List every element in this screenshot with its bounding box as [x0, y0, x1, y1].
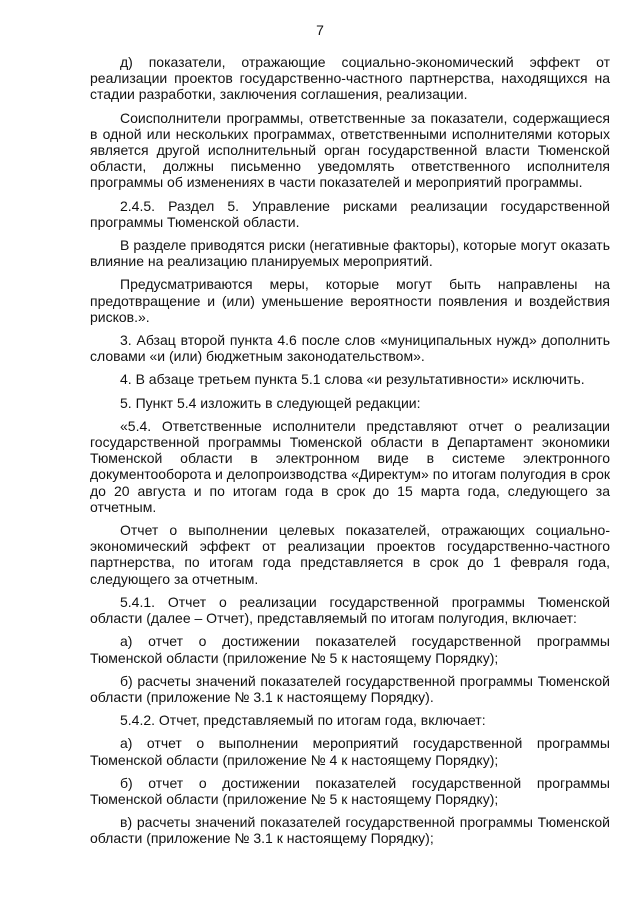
- paragraph: а) отчет о достижении показателей государственной программы Тюменской области (приложение № 5 к настоящему Порядку);: [90, 633, 610, 666]
- paragraph: б) отчет о достижении показателей государственной программы Тюменской области (приложение № 5 к настоящему Порядку);: [90, 774, 610, 807]
- paragraph: 5.4.1. Отчет о реализации государственной программы Тюменской области (далее – Отчет), представляемый по итогам полугодия, включает:: [90, 593, 610, 627]
- paragraph: Предусматриваются меры, которые могут быть направлены на предотвращение и (или) уменьшение вероятности появления и воздействия рисков.».: [90, 276, 610, 325]
- paragraph: «5.4. Ответственные исполнители представляют отчет о реализации государственной программы Тюменской области в Департамент экономики Тюменской области в электронном виде в системе электронного документооборота и делопроизводства «Директум» по итогам полугодия в срок до 20 августа и по итогам года в срок до 15 марта года, следующего за отчетным.: [90, 417, 610, 515]
- document-body: [90, 54, 610, 854]
- paragraph: д) показатели, отражающие социально-экономический эффект от реализации проектов государственно-частного партнерства, находящихся на стадии разработки, заключения соглашения, реализации.: [90, 54, 610, 103]
- paragraph: б) расчеты значений показателей государственной программы Тюменской области (приложение № 3.1 к настоящему Порядку).: [90, 672, 610, 705]
- page-number: 7: [316, 22, 324, 38]
- paragraph: 5.4.2. Отчет, представляемый по итогам года, включает:: [120, 712, 486, 729]
- paragraph: а) отчет о выполнении мероприятий государственной программы Тюменской области (приложение № 4 к настоящему Порядку);: [90, 735, 610, 768]
- paragraph: Соисполнители программы, ответственные за показатели, содержащиеся в одной или нескольких программах, ответственными исполнителями которых является другой исполнительный орган государственной власти Тюменской области, должны письменно уведомлять ответственного исполнителя программы об изменениях в части показателей и мероприятий программы.: [90, 109, 610, 191]
- paragraph: 2.4.5. Раздел 5. Управление рисками реализации государственной программы Тюменской области.: [90, 197, 610, 230]
- paragraph: В разделе приводятся риски (негативные факторы), которые могут оказать влияние на реализацию планируемых мероприятий.: [90, 237, 610, 270]
- paragraph: 5. Пункт 5.4 изложить в следующей редакции:: [120, 394, 421, 411]
- paragraph: в) расчеты значений показателей государственной программы Тюменской области (приложение № 3.1 к настоящему Порядку);: [90, 814, 610, 847]
- paragraph: Отчет о выполнении целевых показателей, отражающих социально-экономический эффект от реализации проектов государственно-частного партнерства, по итогам года представляется в срок до 1 февраля года, следующего за отчетным.: [90, 522, 610, 587]
- paragraph: 4. В абзаце третьем пункта 5.1 слова «и результативности» исключить.: [120, 371, 585, 388]
- paragraph: 3. Абзац второй пункта 4.6 после слов «муниципальных нужд» дополнить словами «и (или) бюджетным законодательством».: [90, 332, 610, 365]
